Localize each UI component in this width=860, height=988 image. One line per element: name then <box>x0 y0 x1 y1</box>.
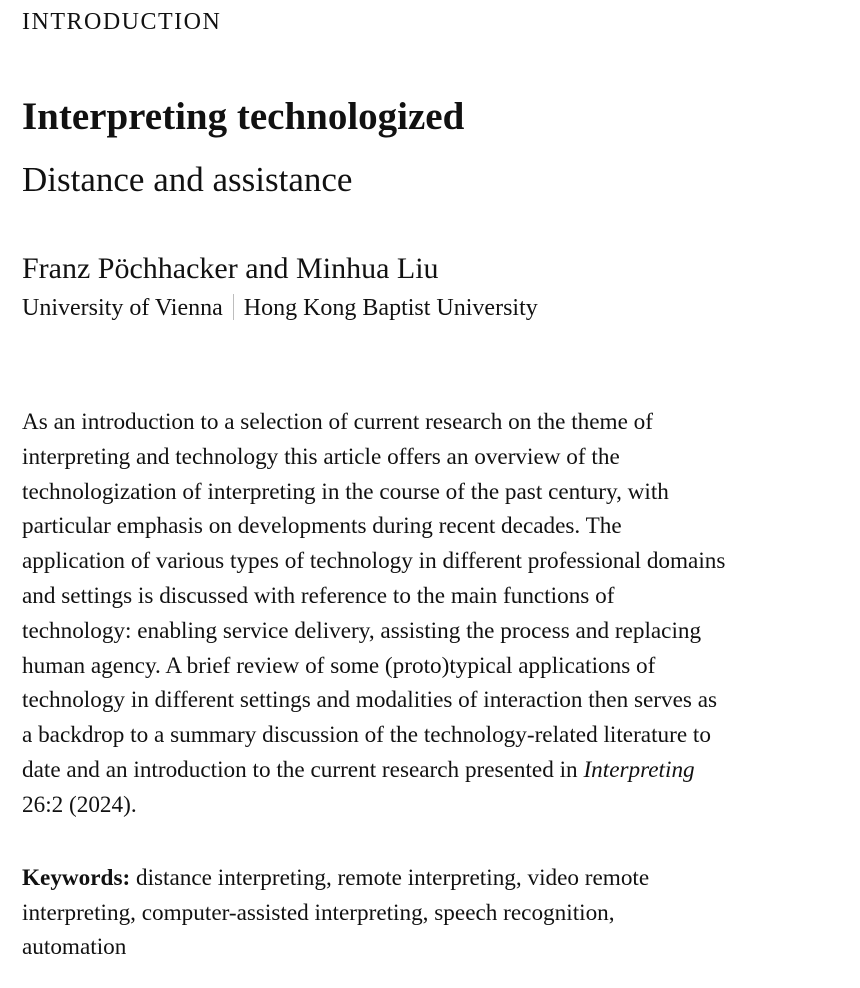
article-title: Interpreting technologized <box>22 95 465 138</box>
section-label: INTRODUCTION <box>22 9 222 35</box>
keywords-text: distance interpreting, remote interpreting, video remote <box>130 865 650 891</box>
keywords-label: Keywords: <box>22 865 131 891</box>
abstract-line: a backdrop to a summary discussion of the technology-related literature to <box>22 722 711 749</box>
keywords <box>22 861 840 965</box>
keywords-line <box>22 861 840 896</box>
affiliation-separator <box>233 294 234 320</box>
abstract-line: interpreting and technology this article offers an overview of the <box>22 443 620 470</box>
article-subtitle: Distance and assistance <box>22 160 353 199</box>
author-names: Franz Pöchhacker and Minhua Liu <box>22 252 439 285</box>
abstract-line: technologization of interpreting in the course of the past century, with <box>22 478 669 505</box>
keywords-line: automation <box>22 934 127 960</box>
abstract-line: human agency. A brief review of some (proto)typical applications of <box>22 652 656 679</box>
affiliation-hkbu: Hong Kong Baptist University <box>243 295 538 321</box>
abstract-line: technology: enabling service delivery, assisting the process and replacing <box>22 617 702 644</box>
abstract-line: technology in different settings and modalities of interaction then serves as <box>22 687 718 714</box>
journal-title: Interpreting <box>583 756 695 783</box>
abstract-line: As an introduction to a selection of current research on the theme of <box>22 409 653 435</box>
abstract-line: and settings is discussed with reference to the main functions of <box>22 582 615 609</box>
abstract-line: 26:2 (2024). <box>22 791 137 818</box>
author-affiliations <box>22 294 538 322</box>
abstract-line: particular emphasis on developments during recent decades. The <box>22 513 622 540</box>
abstract-line <box>22 753 840 788</box>
abstract <box>22 405 840 823</box>
affiliation-vienna: University of Vienna <box>22 295 223 321</box>
abstract-line: application of various types of technology in different professional domains <box>22 548 726 575</box>
keywords-line: interpreting, computer-assisted interpreting, speech recognition, <box>22 899 615 926</box>
abstract-line-text: date and an introduction to the current research presented in <box>22 756 584 783</box>
